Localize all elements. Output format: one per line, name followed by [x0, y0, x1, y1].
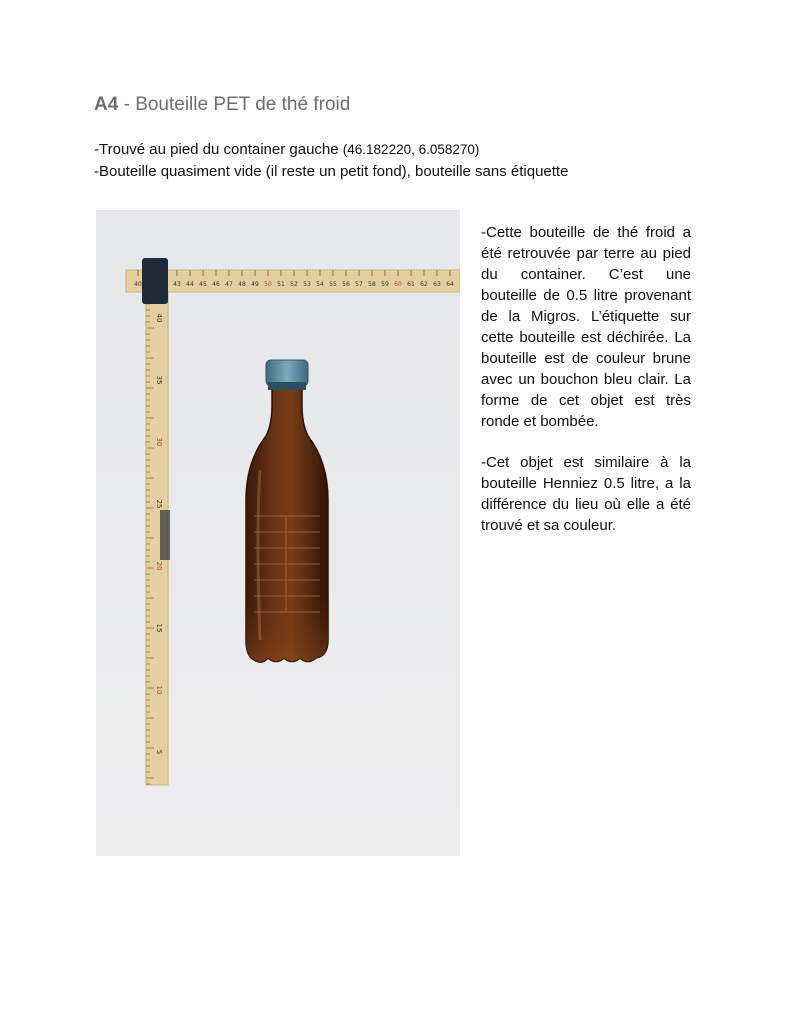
location-coordinates: (46.182220, 6.058270) [342, 142, 480, 157]
description-paragraph-2: -Cet objet est similaire à la bouteille Henniez 0.5 litre, a la différence du lieu où elle a été trouvé et sa couleur. [481, 454, 691, 534]
ruler-tick-label: 63 [433, 281, 441, 288]
bottle-photo-illustration [96, 210, 460, 856]
ruler-tick-label: 58 [368, 281, 376, 288]
ruler-tick-label: 59 [381, 281, 389, 288]
page-title [94, 94, 350, 116]
ruler-tick-label: 44 [186, 281, 194, 288]
item-code: A4 [94, 94, 119, 115]
ruler-tick-label: 49 [251, 281, 259, 288]
ruler-tick-label: 5 [155, 749, 163, 755]
item-meta [94, 139, 568, 183]
ruler-tick-label: 25 [155, 499, 163, 509]
ruler-tick-label: 40 [134, 281, 142, 288]
bottle-photo [96, 210, 460, 856]
ruler-tick-label: 56 [342, 281, 350, 288]
ruler-tick-label: 61 [407, 281, 415, 288]
ruler-tick-label: 45 [199, 281, 207, 288]
description-paragraph-1: -Cette bouteille de thé froid a été retrouvée par terre au pied du container. C’est une bouteille de 0.5 litre provenant de la Migros. L’étiquette sur cette bouteille est déchirée. La bouteille est de couleur brune avec un bouchon bleu clair. La forme de cet objet est très ronde et bombée. [481, 224, 691, 430]
ruler-tick-label: 60 [394, 281, 402, 288]
description [481, 222, 691, 556]
location-line [94, 139, 568, 161]
ruler-tick-label: 47 [225, 281, 233, 288]
horizontal-ruler [126, 270, 460, 292]
ruler-hinge [142, 258, 168, 304]
ruler-tick-label: 62 [420, 281, 428, 288]
ruler-tick-label: 52 [290, 281, 298, 288]
ruler-tick-label: 43 [173, 281, 181, 288]
ruler-tick-label: 46 [212, 281, 220, 288]
ruler-tick-label: 48 [238, 281, 246, 288]
ruler-tick-label: 40 [155, 313, 163, 323]
ruler-tick-label: 64 [446, 281, 454, 288]
ruler-tick-label: 10 [155, 685, 163, 695]
ruler-joint [160, 510, 170, 560]
condition-line: -Bouteille quasiment vide (il reste un petit fond), bouteille sans étiquette [94, 163, 569, 180]
ruler-tick-label: 20 [155, 561, 163, 571]
location-text: -Trouvé au pied du container gauche [94, 141, 339, 158]
ruler-tick-label: 54 [316, 281, 324, 288]
ruler-tick-label: 35 [155, 375, 163, 385]
ruler-tick-label: 55 [329, 281, 337, 288]
ruler-tick-label: 57 [355, 281, 363, 288]
ruler-tick-label: 15 [155, 623, 163, 633]
title-separator: - [118, 94, 136, 115]
item-title: Bouteille PET de thé froid [135, 94, 351, 115]
ruler-tick-label: 51 [277, 281, 285, 288]
ruler-tick-label: 53 [303, 281, 311, 288]
ruler-tick-label: 30 [155, 437, 163, 447]
ruler-tick-label: 50 [264, 281, 272, 288]
